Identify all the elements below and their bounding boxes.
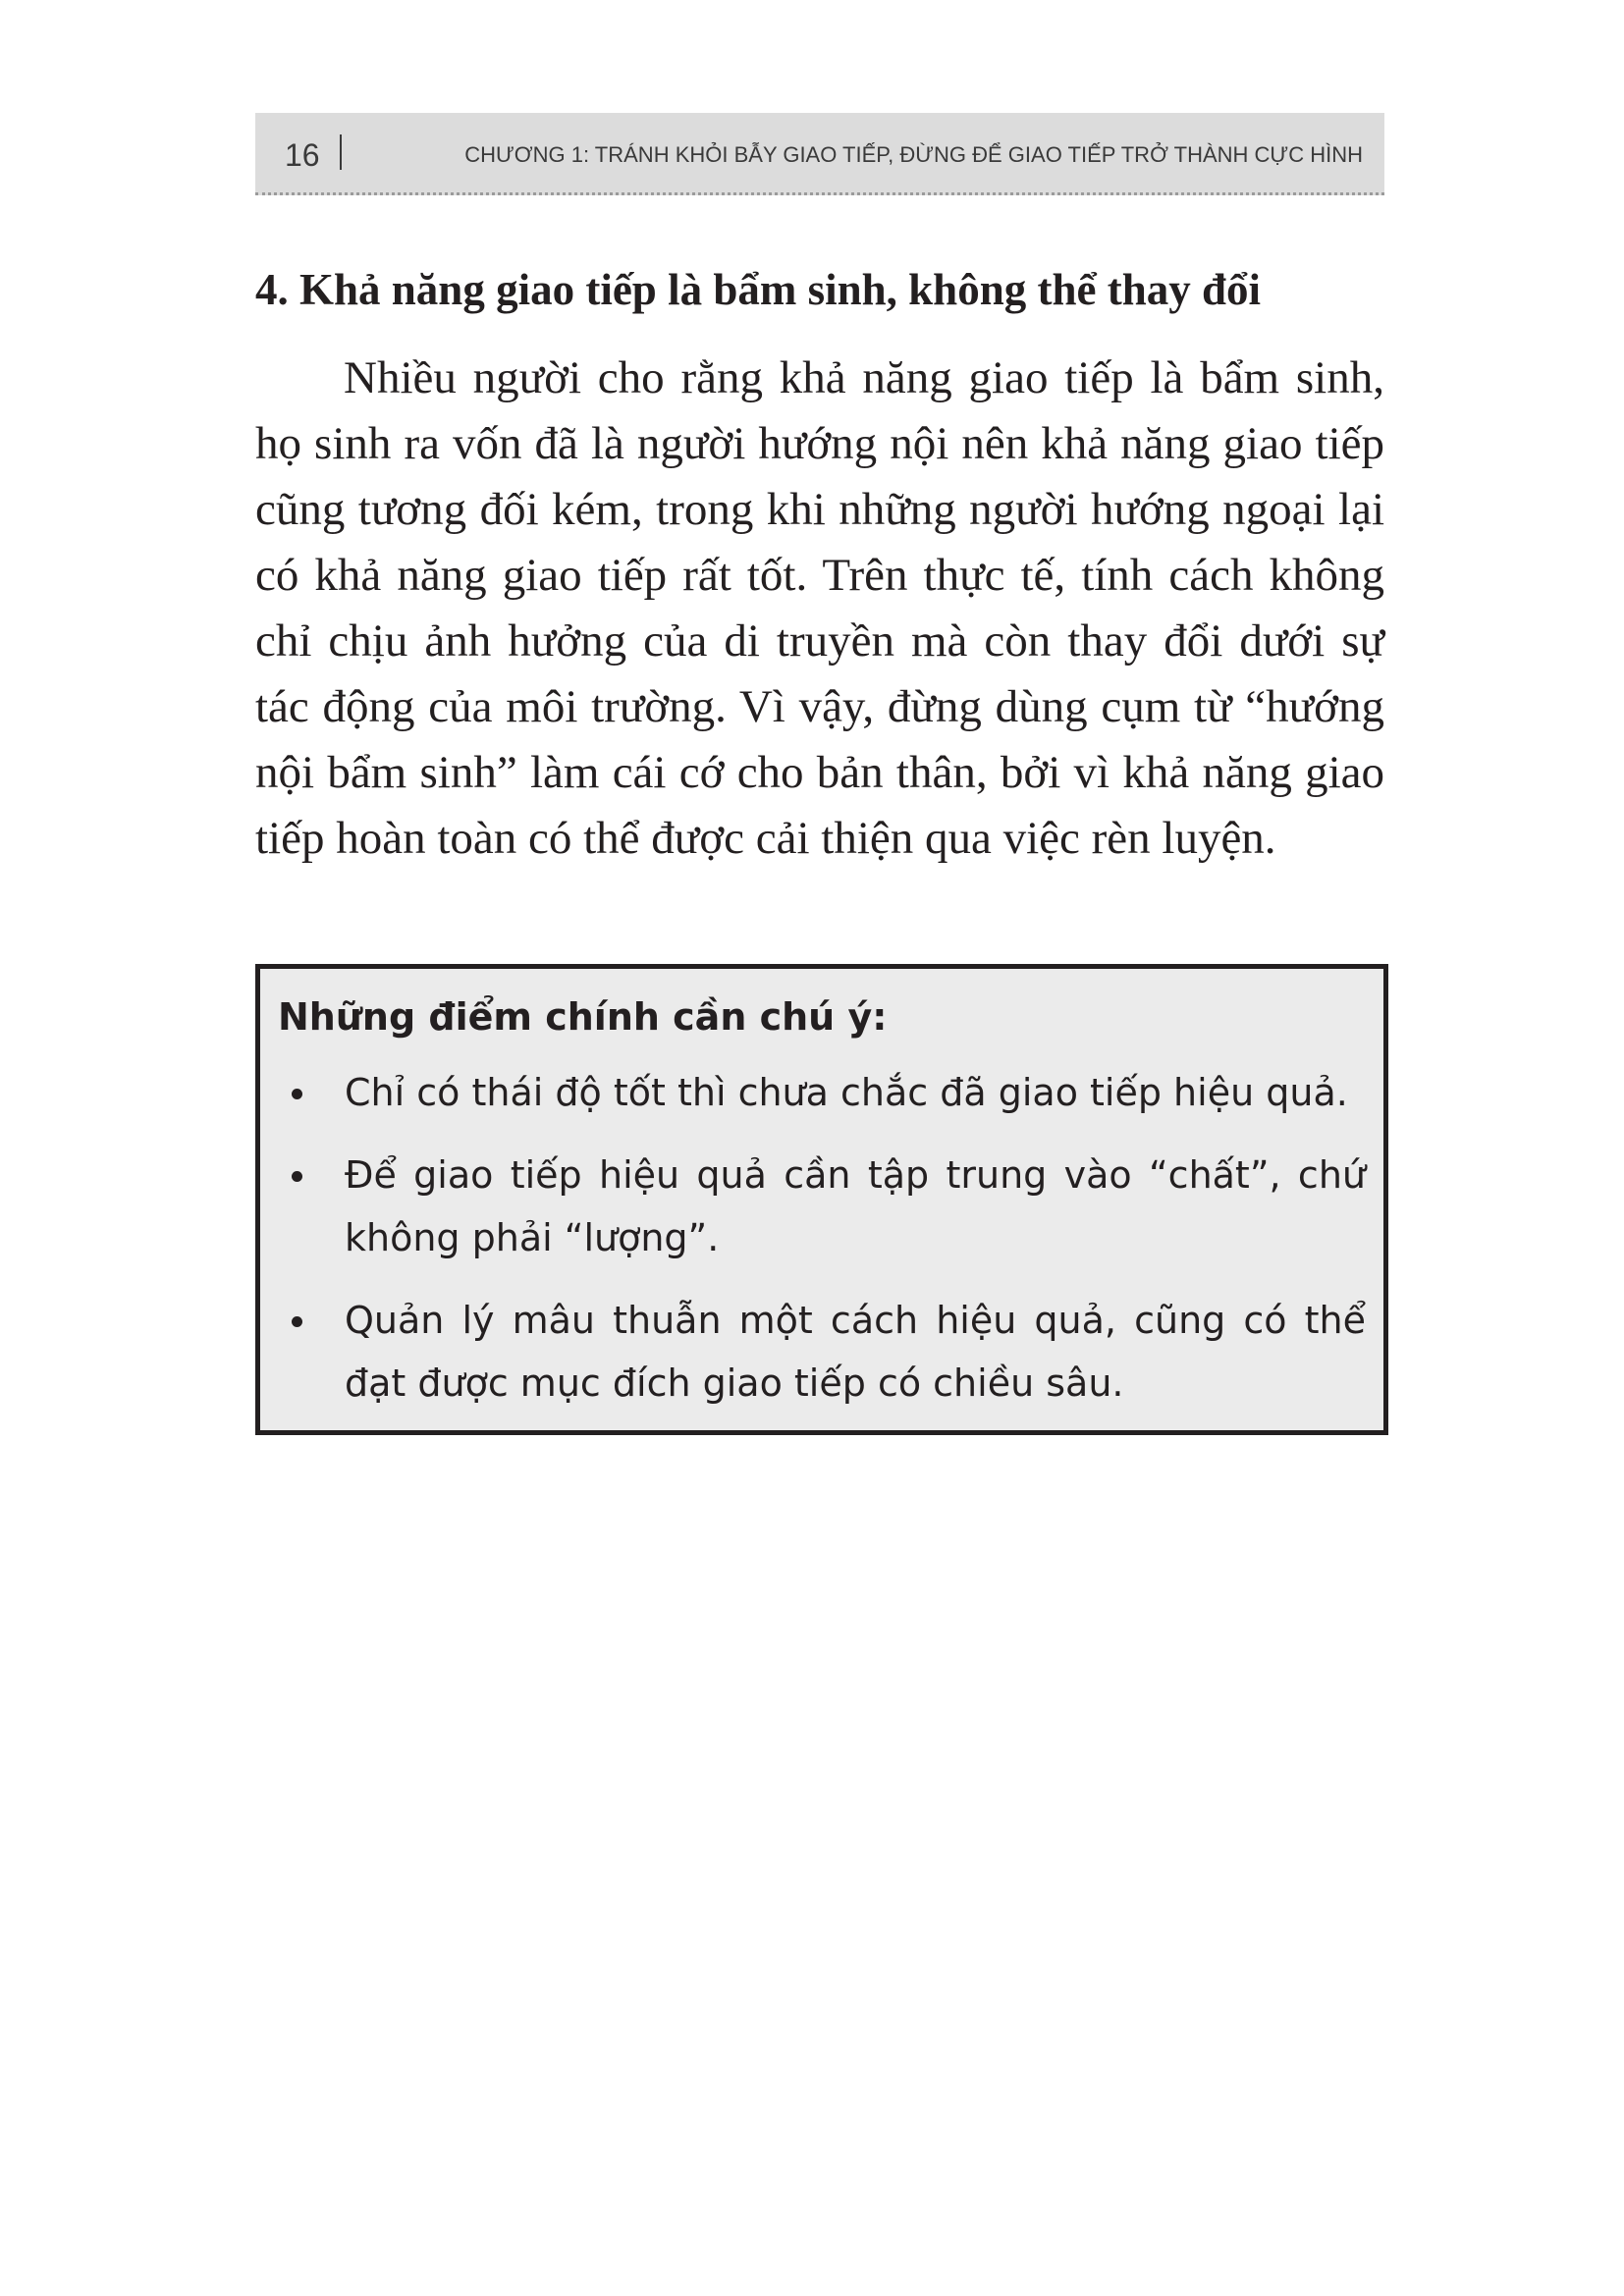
key-point-text: Quản lý mâu thuẫn một cách hiệu quả, cũng có thể đạt được mục đích giao tiếp có chiều sâu. (345, 1299, 1366, 1405)
page-number: 16 (285, 137, 320, 173)
key-point-item (278, 1144, 1366, 1269)
key-point-item (278, 1061, 1366, 1124)
key-point-text: Để giao tiếp hiệu quả cần tập trung vào “chất”, chứ không phải “lượng”. (345, 1153, 1366, 1259)
chapter-title: CHƯƠNG 1: TRÁNH KHỎI BẪY GIAO TIẾP, ĐỪNG ĐỂ GIAO TIẾP TRỞ THÀNH CỰC HÌNH (464, 142, 1363, 167)
section-heading: 4. Khả năng giao tiếp là bẩm sinh, không thể thay đổi (255, 265, 1262, 314)
key-point-item (278, 1289, 1366, 1415)
bullet-icon (292, 1171, 302, 1182)
key-points-box (255, 964, 1388, 1435)
running-header (255, 113, 1384, 195)
key-points-list (278, 1061, 1366, 1415)
body-paragraph: Nhiều người cho rằng khả năng giao tiếp là bẩm sinh, họ sinh ra vốn đã là người hướng nội nên khả năng giao tiếp cũng tương đối kém, trong khi những người hướng ngoại lại có khả năng giao tiếp rất tốt. Trên thực tế, tính cách không chỉ chịu ảnh hưởng của di truyền mà còn thay đổi dưới sự tác động của môi trường. Vì vậy, đừng dùng cụm từ “hướng nội bẩm sinh” làm cái cớ cho bản thân, bởi vì khả năng giao tiếp hoàn toàn có thể được cải thiện qua việc rèn luyện. (255, 352, 1384, 864)
bullet-icon (292, 1316, 302, 1327)
bullet-icon (292, 1089, 302, 1099)
key-point-text: Chỉ có thái độ tốt thì chưa chắc đã giao tiếp hiệu quả. (345, 1071, 1348, 1114)
page-number-divider (340, 134, 342, 170)
key-points-title: Những điểm chính cần chú ý: (278, 995, 888, 1039)
